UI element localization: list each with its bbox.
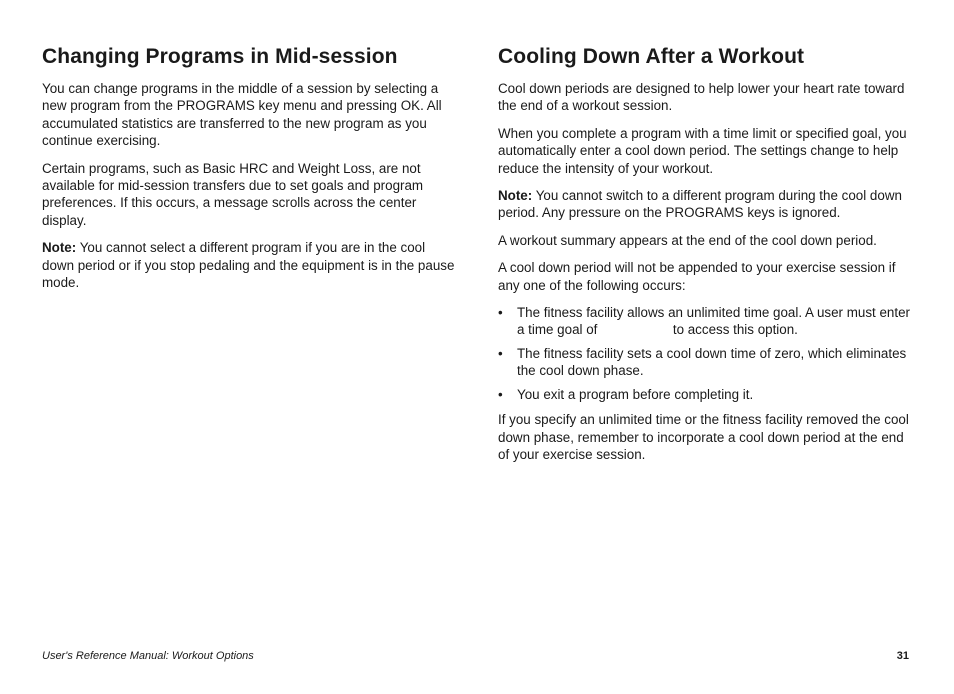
list-item: • You exit a program before completing it.	[498, 386, 916, 403]
paragraph-cool-down-purpose: Cool down periods are designed to help lower your heart rate toward the end of a workout session.	[498, 81, 905, 114]
note-label: Note:	[498, 188, 533, 204]
list-item: • The fitness facility allows an unlimited time goal. A user must enter a time goal of to access this option.	[498, 304, 916, 339]
paragraph-mid-session-restrictions: Certain programs, such as Basic HRC and Weight Loss, are not available for mid-session transfers due to set goals and program preferences. If this occurs, a message scrolls across the center display.	[42, 160, 424, 228]
note-text: You cannot select a different program if you are in the cool down period or if you stop pedaling and the equipment is in the pause mode.	[42, 240, 455, 291]
note-cool-down-restriction	[42, 239, 460, 291]
section-title-cooling-down: Cooling Down After a Workout	[498, 45, 805, 68]
right-column	[498, 44, 916, 473]
paragraph-automatic-cool-down: When you complete a program with a time limit or specified goal, you automatically enter a cool down period. The settings change to help reduce the intensity of your workout.	[498, 125, 907, 176]
note-label: Note:	[42, 240, 77, 256]
note-program-switch	[498, 187, 916, 222]
paragraph-change-programs: You can change programs in the middle of a session by selecting a new program from the PROGRAMS key menu and pressing OK. All accumulated statistics are transferred to the new program as you continue exercising.	[42, 81, 442, 149]
footer-manual-title: User's Reference Manual: Workout Options	[42, 650, 254, 662]
list-item: • The fitness facility sets a cool down time of zero, which eliminates the cool down phase.	[498, 345, 916, 380]
page-number: 31	[896, 650, 909, 662]
paragraph-cool-down-conditions: A cool down period will not be appended to your exercise session if any one of the following occurs:	[498, 260, 896, 293]
paragraph-workout-summary: A workout summary appears at the end of the cool down period.	[498, 232, 877, 248]
left-column	[42, 44, 460, 301]
section-title-changing-programs: Changing Programs in Mid-session	[42, 45, 398, 68]
note-text: You cannot switch to a different program during the cool down period. Any pressure on the PROGRAMS keys is ignored.	[498, 188, 902, 221]
paragraph-unlimited-time-reminder: If you specify an unlimited time or the fitness facility removed the cool down phase, remember to incorporate a cool down period at the end of your exercise session.	[498, 412, 909, 462]
conditions-list	[498, 304, 916, 403]
